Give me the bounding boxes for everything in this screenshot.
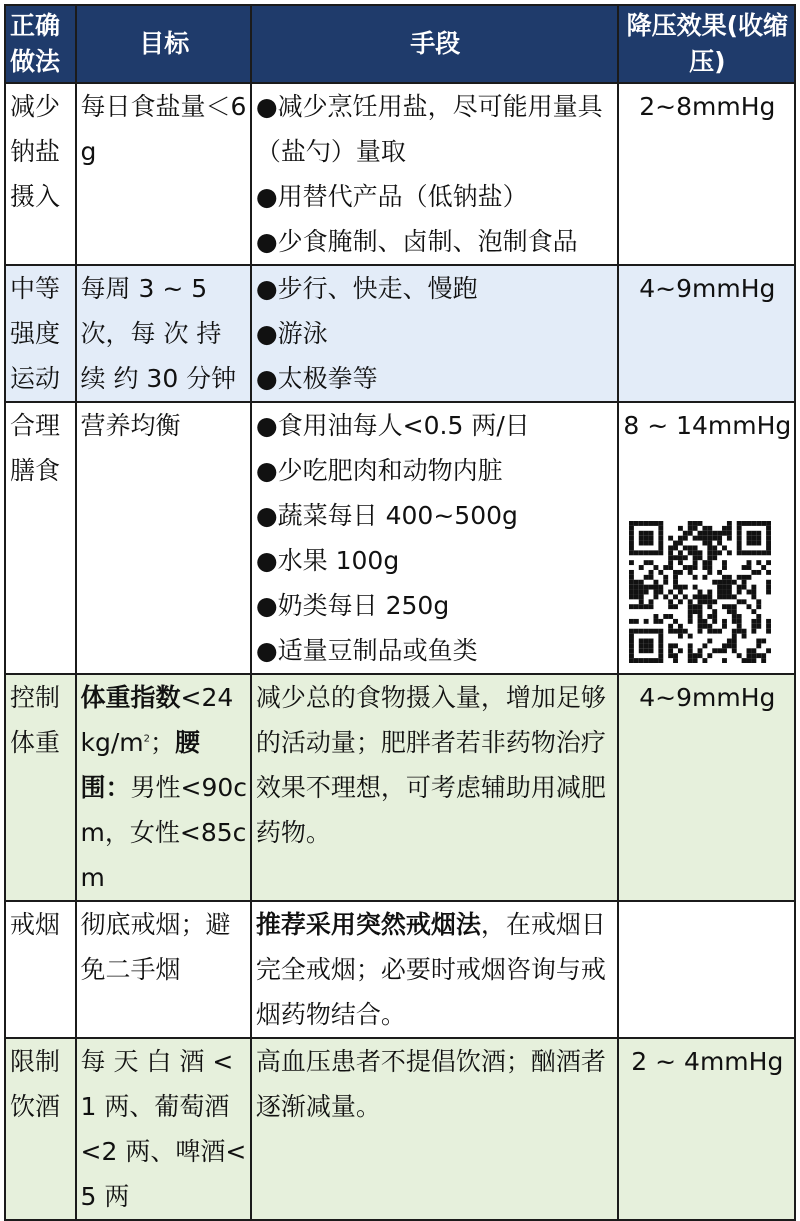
means-item: ●适量豆制品或鱼类	[255, 636, 478, 665]
effect-cell: 2~8mmHg	[618, 83, 795, 265]
means-item: ●少吃肥肉和动物内脏	[255, 456, 503, 485]
means-item: ●少食腌制、卤制、泡制食品	[255, 227, 578, 256]
goal-cell: 每 天 白 酒 <1 两、葡萄酒<2 两、啤酒<5 两	[76, 1038, 251, 1220]
goal-text: ；	[150, 728, 176, 757]
header-effect: 降压效果(收缩压)	[618, 5, 795, 83]
table-row	[5, 265, 795, 402]
means-item: ●食用油每人<0.5 两/日	[255, 411, 530, 440]
means-item: ●减少烹饪用盐，尽可能用量具（盐勺）量取	[255, 92, 603, 166]
effect-cell: 4~9mmHg	[618, 674, 795, 901]
hypertension-lifestyle-table	[4, 4, 796, 1221]
qr-code-icon	[629, 521, 771, 663]
means-item: ●奶类每日 250g	[255, 591, 450, 620]
header-row	[5, 5, 795, 83]
goal-bold: 体重指数	[80, 683, 181, 712]
means-cell	[251, 402, 618, 674]
means-cell	[251, 901, 618, 1038]
goal-sup: 2	[143, 733, 151, 745]
goal-bold: 腰围：	[80, 728, 201, 802]
method-cell: 合理膳食	[5, 402, 76, 674]
goal-text: 男性<90cm，女性<85cm	[80, 773, 248, 892]
means-item: ●游泳	[255, 319, 328, 348]
method-cell: 中等强度运动	[5, 265, 76, 402]
means-bold: 推荐采用突然戒烟法	[255, 910, 481, 939]
effect-cell: 2 ~ 4mmHg	[618, 1038, 795, 1220]
effect-value: 8 ~ 14mmHg	[623, 411, 792, 440]
effect-cell: 4~9mmHg	[618, 265, 795, 402]
goal-cell: 彻底戒烟；避免二手烟	[76, 901, 251, 1038]
means-text: ，在戒烟日完全戒烟；必要时戒烟咨询与戒烟药物结合。	[255, 910, 606, 1029]
means-cell	[251, 265, 618, 402]
effect-cell	[618, 402, 795, 674]
header-means: 手段	[251, 5, 618, 83]
means-cell	[251, 83, 618, 265]
header-goal: 目标	[76, 5, 251, 83]
effect-cell	[618, 901, 795, 1038]
method-cell: 减少钠盐摄入	[5, 83, 76, 265]
header-method: 正确做法	[5, 5, 76, 83]
means-item: ●蔬菜每日 400~500g	[255, 501, 518, 530]
method-cell: 限制饮酒	[5, 1038, 76, 1220]
table-row	[5, 1038, 795, 1220]
means-item: ●用替代产品（低钠盐）	[255, 182, 528, 211]
means-item: ●水果 100g	[255, 546, 400, 575]
goal-cell	[76, 674, 251, 901]
goal-cell: 每周 3 ~ 5 次，每 次 持 续 约 30 分钟	[76, 265, 251, 402]
table-row	[5, 901, 795, 1038]
method-cell: 戒烟	[5, 901, 76, 1038]
table-row	[5, 402, 795, 674]
goal-text: <24 kg/m	[80, 683, 234, 757]
table-row	[5, 83, 795, 265]
goal-cell: 营养均衡	[76, 402, 251, 674]
method-cell: 控制体重	[5, 674, 76, 901]
goal-cell: 每日食盐量＜6g	[76, 83, 251, 265]
means-item: ●太极拳等	[255, 364, 378, 393]
means-cell: 减少总的食物摄入量，增加足够的活动量；肥胖者若非药物治疗效果不理想，可考虑辅助用减肥药物。	[251, 674, 618, 901]
means-item: ●步行、快走、慢跑	[255, 274, 478, 303]
table-row	[5, 674, 795, 901]
means-cell: 高血压患者不提倡饮酒；酗酒者逐渐减量。	[251, 1038, 618, 1220]
